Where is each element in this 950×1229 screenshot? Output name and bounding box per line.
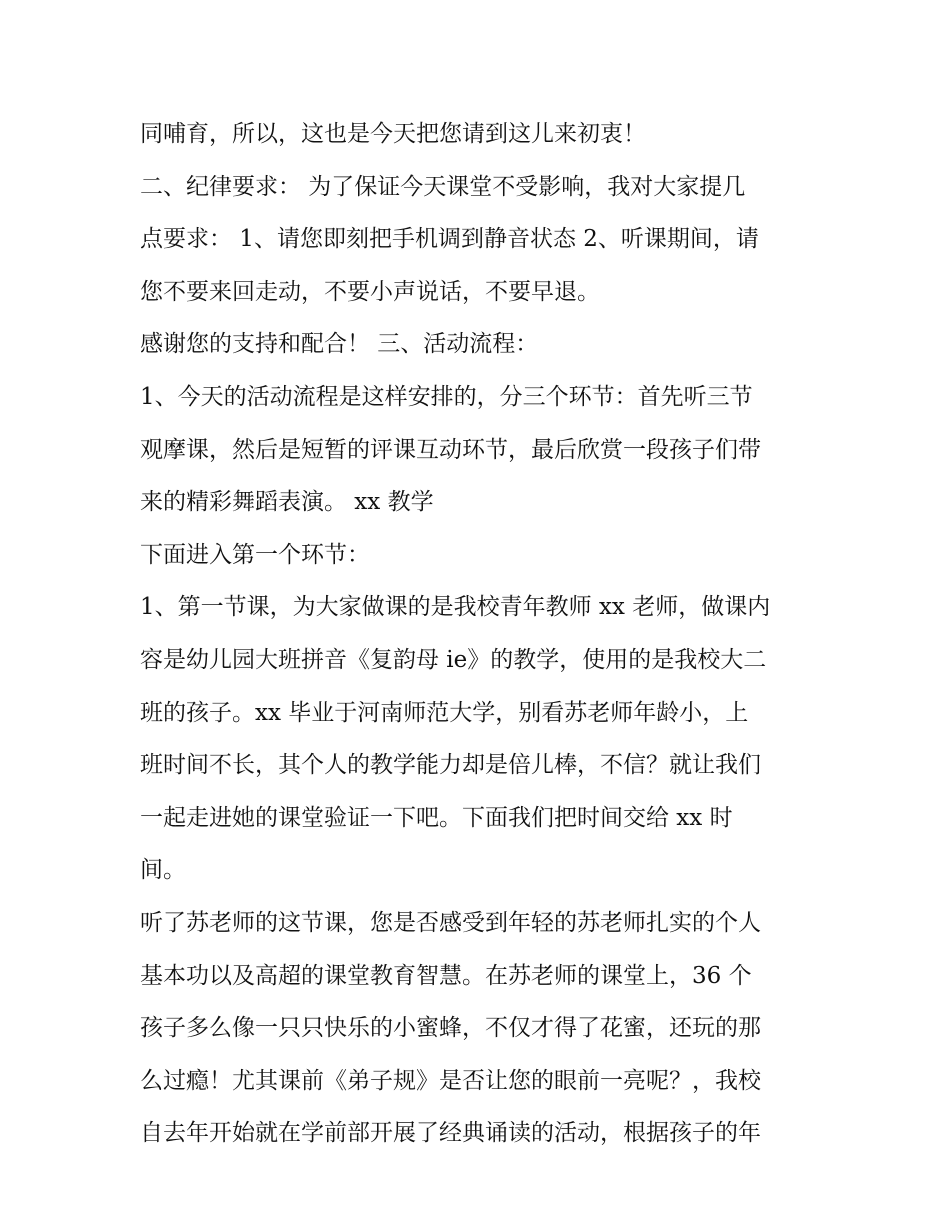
text-line: 容是幼儿园大班拼音《复韵母 ie》的教学，使用的是我校大二: [140, 646, 767, 673]
text-line: 间。: [140, 857, 186, 884]
text-line: 么过瘾！尤其课前《弟子规》是否让您的眼前一亮呢？，我校: [140, 1067, 761, 1094]
text-line: 班的孩子。xx 毕业于河南师范大学，别看苏老师年龄小，上: [140, 699, 749, 726]
text-line: 同哺育，所以，这也是今天把您请到这儿来初衷！: [140, 121, 646, 147]
text-line: 班时间不长，其个人的教学能力却是倍儿棒，不信？就让我们: [140, 752, 761, 779]
text-line: 孩子多么像一只只快乐的小蜜蜂，不仅才得了花蜜，还玩的那: [140, 1015, 761, 1042]
text-line: 点要求： 1、请您即刻把手机调到静音状态 2、听课期间，请: [140, 226, 759, 253]
text-line: 来的精彩舞蹈表演。 xx 教学: [140, 489, 434, 516]
text-line: 听了苏老师的这节课，您是否感受到年轻的苏老师扎实的个人: [140, 909, 761, 936]
text-line: 二、纪律要求： 为了保证今天课堂不受影响，我对大家提几: [140, 173, 746, 200]
text-line: 观摩课，然后是短暂的评课互动环节，最后欣赏一段孩子们带: [140, 436, 761, 463]
text-line: 感谢您的支持和配合！ 三、活动流程：: [140, 331, 539, 358]
text-line: 一起走进她的课堂验证一下吧。下面我们把时间交给 xx 时: [140, 804, 733, 831]
body-text: [140, 108, 840, 1160]
text-line: 基本功以及高超的课堂教育智慧。在苏老师的课堂上，36 个: [140, 962, 752, 989]
text-line: 下面进入第一个环节：: [140, 541, 370, 568]
text-line: 自去年开始就在学前部开展了经典诵读的活动，根据孩子的年: [140, 1120, 761, 1147]
text-line: 1、今天的活动流程是这样安排的，分三个环节：首先听三节: [140, 383, 753, 410]
text-line: 1、第一节课，为大家做课的是我校青年教师 xx 老师，做课内: [140, 594, 771, 621]
text-line: 您不要来回走动，不要小声说话，不要早退。: [140, 278, 600, 305]
